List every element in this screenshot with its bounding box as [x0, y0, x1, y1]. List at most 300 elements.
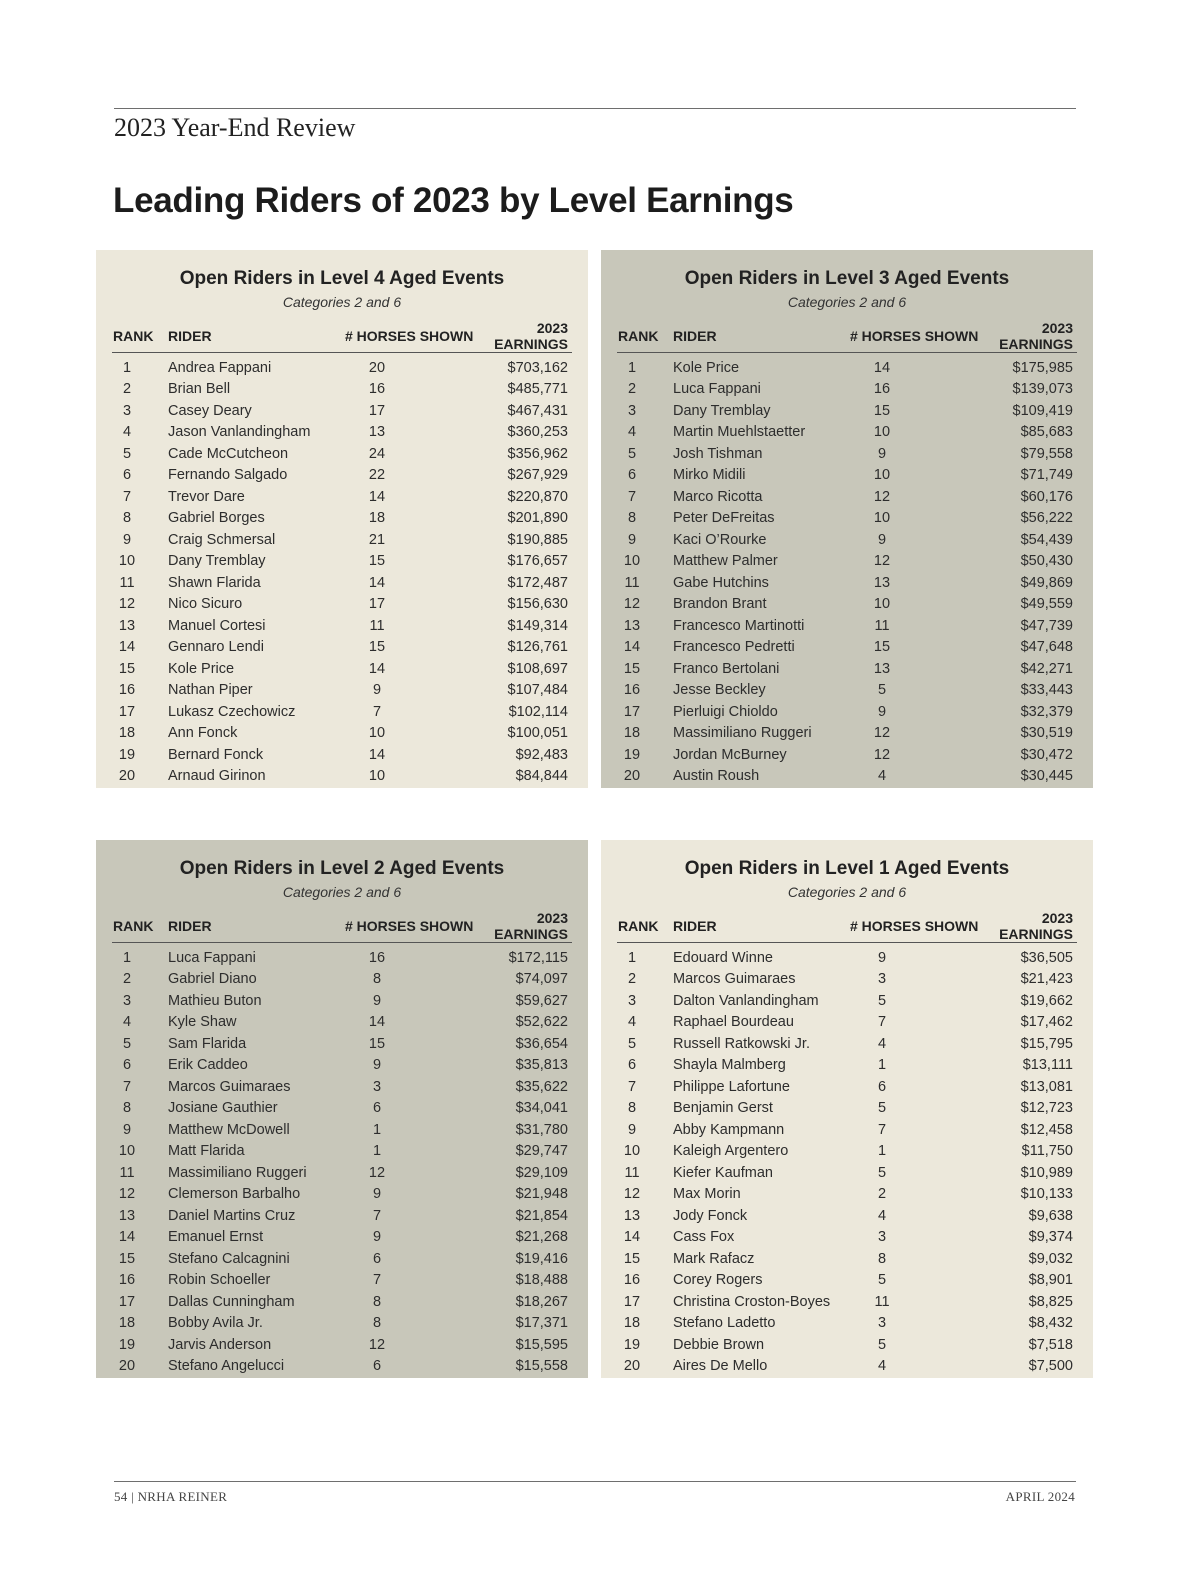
earnings-cell: $29,109: [515, 1164, 568, 1181]
earnings-cell: $49,559: [1020, 596, 1073, 613]
rank-cell: 1: [122, 949, 132, 966]
riders-table: [112, 910, 572, 1377]
rank-cell: 4: [122, 1014, 132, 1031]
rider-cell: Shayla Malmberg: [673, 1057, 786, 1074]
horses-cell: 11: [874, 617, 890, 634]
horses-cell: 5: [877, 1336, 887, 1353]
rank-cell: 10: [118, 1143, 136, 1160]
earnings-cell: $19,662: [1020, 992, 1073, 1009]
table-row: [617, 1012, 1077, 1034]
rank-cell: 16: [118, 682, 136, 699]
rider-cell: Matt Flarida: [168, 1143, 245, 1160]
earnings-cell: $172,487: [507, 574, 568, 591]
earnings-cell: $85,683: [1020, 424, 1073, 441]
earnings-cell: $30,519: [1020, 725, 1073, 742]
rider-cell: Luca Fappani: [673, 381, 761, 398]
horses-cell: 8: [372, 1315, 382, 1332]
table-row: [617, 680, 1077, 702]
horses-cell: 8: [372, 1293, 382, 1310]
rider-cell: Bobby Avila Jr.: [168, 1315, 263, 1332]
rank-cell: 19: [623, 746, 641, 763]
footer-page-publication: 54 | NRHA REINER: [114, 1489, 228, 1504]
rider-cell: Arnaud Girinon: [168, 768, 266, 785]
table-row: [617, 969, 1077, 991]
rider-cell: Franco Bertolani: [673, 660, 780, 677]
rank-cell: 3: [122, 402, 132, 419]
table-row: [112, 465, 572, 487]
horses-cell: 9: [372, 1057, 382, 1074]
rider-cell: Lukasz Czechowicz: [168, 703, 296, 720]
riders-table: [617, 910, 1077, 1377]
rank-cell: 13: [623, 1207, 641, 1224]
horses-cell: 12: [368, 1164, 386, 1181]
horses-cell: 13: [368, 424, 386, 441]
rider-cell: Shawn Flarida: [168, 574, 261, 591]
table-row: [112, 1334, 572, 1356]
horses-cell: 24: [368, 445, 386, 462]
rider-cell: Matthew McDowell: [168, 1121, 290, 1138]
horses-cell: 14: [368, 746, 386, 763]
horses-cell: 16: [368, 949, 386, 966]
table-row: [112, 766, 572, 788]
rank-cell: 4: [122, 424, 132, 441]
earnings-cell: $190,885: [507, 531, 568, 548]
rider-cell: Corey Rogers: [673, 1272, 763, 1289]
rider-cell: Dany Tremblay: [168, 553, 266, 570]
rider-cell: Casey Deary: [168, 402, 252, 419]
horses-cell: 4: [877, 768, 887, 785]
rank-cell: 12: [118, 1186, 136, 1203]
horses-cell: 1: [372, 1121, 382, 1138]
riders-table: [112, 320, 572, 787]
table-row: [112, 422, 572, 444]
rank-cell: 3: [627, 402, 637, 419]
table-row: [617, 1205, 1077, 1227]
horses-cell: 10: [368, 725, 386, 742]
horses-cell: 4: [877, 1207, 887, 1224]
rider-cell: Stefano Angelucci: [168, 1358, 285, 1375]
rank-cell: 17: [623, 703, 641, 720]
rider-cell: Max Morin: [673, 1186, 741, 1203]
column-header-horses: # HORSES SHOWN: [344, 910, 480, 943]
rider-cell: Trevor Dare: [168, 488, 245, 505]
table-row: [617, 615, 1077, 637]
table-row: [112, 1033, 572, 1055]
horses-cell: 5: [877, 1100, 887, 1117]
earnings-cell: $74,097: [515, 971, 568, 988]
table-row: [617, 443, 1077, 465]
horses-cell: 11: [874, 1293, 890, 1310]
earnings-cell: $703,162: [507, 359, 568, 376]
rider-cell: Matthew Palmer: [673, 553, 778, 570]
rank-cell: 4: [627, 424, 637, 441]
horses-cell: 5: [877, 1272, 887, 1289]
horses-cell: 15: [368, 1035, 386, 1052]
rank-cell: 11: [119, 1164, 135, 1181]
horses-cell: 4: [877, 1035, 887, 1052]
earnings-cell: $21,268: [515, 1229, 568, 1246]
table-row: [112, 551, 572, 573]
earnings-cell: $36,505: [1020, 949, 1073, 966]
earnings-cell: $100,051: [507, 725, 568, 742]
column-header-earnings: 2023 EARNINGS: [480, 320, 572, 353]
rank-cell: 5: [627, 1035, 637, 1052]
horses-cell: 9: [877, 445, 887, 462]
horses-cell: 15: [368, 553, 386, 570]
table-row: [112, 723, 572, 745]
earnings-cell: $19,416: [515, 1250, 568, 1267]
table-row: [112, 529, 572, 551]
rank-cell: 14: [623, 639, 641, 656]
rank-cell: 15: [118, 1250, 136, 1267]
rank-cell: 5: [122, 445, 132, 462]
horses-cell: 9: [372, 1186, 382, 1203]
rider-cell: Christina Croston-Boyes: [673, 1293, 831, 1310]
rider-cell: Gabe Hutchins: [673, 574, 769, 591]
table-header-row: [617, 320, 1077, 353]
earnings-cell: $7,518: [1028, 1336, 1073, 1353]
earnings-cell: $49,869: [1020, 574, 1073, 591]
horses-cell: 5: [877, 1164, 887, 1181]
rider-cell: Clemerson Barbalho: [168, 1186, 301, 1203]
riders-table: [617, 320, 1077, 787]
horses-cell: 16: [368, 381, 386, 398]
panel-level-4: [96, 250, 588, 788]
horses-cell: 17: [368, 402, 386, 419]
rider-cell: Brian Bell: [168, 381, 231, 398]
rider-cell: Edouard Winne: [673, 949, 773, 966]
earnings-cell: $92,483: [515, 746, 568, 763]
horses-cell: 2: [877, 1186, 887, 1203]
column-header-rank: RANK: [617, 320, 673, 353]
horses-cell: 14: [873, 359, 891, 376]
earnings-cell: $21,948: [515, 1186, 568, 1203]
table-row: [617, 658, 1077, 680]
earnings-cell: $18,488: [515, 1272, 568, 1289]
table-row: [112, 1055, 572, 1077]
rider-cell: Jason Vanlandingham: [168, 424, 311, 441]
earnings-cell: $156,630: [507, 596, 568, 613]
rank-cell: 9: [122, 531, 132, 548]
rank-cell: 2: [627, 381, 637, 398]
rank-cell: 11: [624, 574, 640, 591]
horses-cell: 15: [368, 639, 386, 656]
earnings-cell: $7,500: [1028, 1358, 1073, 1375]
table-row: [112, 1248, 572, 1270]
rank-cell: 8: [627, 510, 637, 527]
footer-issue-date: APRIL 2024: [1005, 1489, 1075, 1504]
table-row: [617, 1141, 1077, 1163]
earnings-cell: $13,081: [1020, 1078, 1073, 1095]
horses-cell: 1: [877, 1057, 887, 1074]
rider-cell: Kiefer Kaufman: [673, 1164, 773, 1181]
rider-cell: Pierluigi Chioldo: [673, 703, 778, 720]
rider-cell: Mathieu Buton: [168, 992, 262, 1009]
table-row: [617, 1227, 1077, 1249]
earnings-cell: $30,472: [1020, 746, 1073, 763]
rider-cell: Emanuel Ernst: [168, 1229, 264, 1246]
rank-cell: 10: [118, 553, 136, 570]
earnings-cell: $10,989: [1020, 1164, 1073, 1181]
panel-level-1: [601, 840, 1093, 1378]
rider-cell: Fernando Salgado: [168, 467, 288, 484]
table-row: [112, 615, 572, 637]
rider-cell: Martin Muehlstaetter: [673, 424, 806, 441]
rider-cell: Marcos Guimaraes: [673, 971, 796, 988]
table-row: [617, 637, 1077, 659]
earnings-cell: $21,854: [515, 1207, 568, 1224]
earnings-cell: $220,870: [507, 488, 568, 505]
horses-cell: 14: [368, 488, 386, 505]
rank-cell: 12: [623, 1186, 641, 1203]
bottom-rule: [114, 1481, 1076, 1482]
horses-cell: 7: [877, 1121, 887, 1138]
table-row: [112, 443, 572, 465]
rank-cell: 2: [122, 381, 132, 398]
horses-cell: 11: [369, 617, 385, 634]
horses-cell: 12: [873, 488, 891, 505]
earnings-cell: $126,761: [507, 639, 568, 656]
horses-cell: 6: [877, 1078, 887, 1095]
horses-cell: 13: [873, 574, 891, 591]
table-row: [617, 353, 1077, 379]
horses-cell: 13: [873, 660, 891, 677]
horses-cell: 10: [873, 510, 891, 527]
horses-cell: 9: [877, 531, 887, 548]
table-row: [112, 637, 572, 659]
table-row: [112, 1119, 572, 1141]
rank-cell: 20: [623, 768, 641, 785]
horses-cell: 9: [372, 682, 382, 699]
table-row: [112, 744, 572, 766]
column-header-earnings: 2023 EARNINGS: [985, 320, 1077, 353]
earnings-cell: $467,431: [507, 402, 568, 419]
horses-cell: 3: [877, 971, 887, 988]
rider-cell: Sam Flarida: [168, 1035, 247, 1052]
table-row: [112, 1313, 572, 1335]
horses-cell: 8: [877, 1250, 887, 1267]
rank-cell: 18: [623, 1315, 641, 1332]
rank-cell: 14: [623, 1229, 641, 1246]
horses-cell: 12: [873, 746, 891, 763]
earnings-cell: $9,032: [1028, 1250, 1073, 1267]
table-row: [112, 658, 572, 680]
earnings-cell: $54,439: [1020, 531, 1073, 548]
table-row: [617, 551, 1077, 573]
rank-cell: 20: [623, 1358, 641, 1375]
table-row: [112, 1162, 572, 1184]
earnings-cell: $12,723: [1020, 1100, 1073, 1117]
rank-cell: 3: [122, 992, 132, 1009]
rider-cell: Nathan Piper: [168, 682, 253, 699]
horses-cell: 14: [368, 660, 386, 677]
earnings-cell: $175,985: [1012, 359, 1073, 376]
rider-cell: Jesse Beckley: [673, 682, 766, 699]
column-header-rider: RIDER: [673, 320, 849, 353]
column-header-rider: RIDER: [673, 910, 849, 943]
horses-cell: 14: [368, 574, 386, 591]
panel-level-2: [96, 840, 588, 1378]
rank-cell: 15: [623, 1250, 641, 1267]
earnings-cell: $108,697: [507, 660, 568, 677]
table-row: [112, 508, 572, 530]
rank-cell: 9: [122, 1121, 132, 1138]
table-row: [617, 1055, 1077, 1077]
earnings-cell: $35,622: [515, 1078, 568, 1095]
panel-subtitle: Categories 2 and 6: [282, 884, 402, 900]
earnings-cell: $47,648: [1020, 639, 1073, 656]
rank-cell: 6: [627, 467, 637, 484]
rank-cell: 14: [118, 1229, 136, 1246]
table-row: [617, 723, 1077, 745]
earnings-cell: $13,111: [1022, 1057, 1073, 1074]
horses-cell: 4: [877, 1358, 887, 1375]
panel-subtitle: Categories 2 and 6: [787, 294, 907, 310]
rider-cell: Daniel Martins Cruz: [168, 1207, 296, 1224]
horses-cell: 7: [877, 1014, 887, 1031]
top-rule: [114, 108, 1076, 109]
table-row: [617, 529, 1077, 551]
rank-cell: 19: [118, 746, 136, 763]
rank-cell: 17: [118, 1293, 136, 1310]
rider-cell: Russell Ratkowski Jr.: [673, 1035, 810, 1052]
rank-cell: 11: [624, 1164, 640, 1181]
rider-cell: Kyle Shaw: [168, 1014, 237, 1031]
horses-cell: 12: [873, 553, 891, 570]
column-header-rank: RANK: [112, 910, 168, 943]
page-title: Leading Riders of 2023 by Level Earnings: [113, 181, 794, 220]
horses-cell: 6: [372, 1358, 382, 1375]
table-row: [112, 400, 572, 422]
horses-cell: 18: [368, 510, 386, 527]
rider-cell: Massimiliano Ruggeri: [168, 1164, 307, 1181]
horses-cell: 1: [877, 1143, 887, 1160]
horses-cell: 6: [372, 1250, 382, 1267]
earnings-cell: $31,780: [515, 1121, 568, 1138]
rider-cell: Mark Rafacz: [673, 1250, 755, 1267]
rider-cell: Ann Fonck: [168, 725, 238, 742]
rider-cell: Josiane Gauthier: [168, 1100, 278, 1117]
earnings-cell: $15,795: [1020, 1035, 1073, 1052]
earnings-cell: $50,430: [1020, 553, 1073, 570]
earnings-cell: $11,750: [1021, 1143, 1073, 1160]
rank-cell: 13: [118, 1207, 136, 1224]
rank-cell: 13: [623, 617, 641, 634]
rider-cell: Raphael Bourdeau: [673, 1014, 794, 1031]
table-row: [617, 379, 1077, 401]
earnings-cell: $15,595: [515, 1336, 568, 1353]
rider-cell: Francesco Pedretti: [673, 639, 795, 656]
rider-cell: Massimiliano Ruggeri: [673, 725, 812, 742]
rank-cell: 7: [627, 1078, 637, 1095]
table-row: [617, 943, 1077, 969]
earnings-cell: $59,627: [515, 992, 568, 1009]
rank-cell: 16: [118, 1272, 136, 1289]
earnings-cell: $139,073: [1012, 381, 1073, 398]
horses-cell: 12: [873, 725, 891, 742]
rider-cell: Stefano Ladetto: [673, 1315, 776, 1332]
earnings-cell: $102,114: [508, 703, 568, 720]
earnings-cell: $109,419: [1012, 402, 1073, 419]
horses-cell: 20: [368, 359, 386, 376]
rider-cell: Austin Roush: [673, 768, 760, 785]
table-row: [112, 701, 572, 723]
earnings-cell: $21,423: [1020, 971, 1073, 988]
table-row: [112, 594, 572, 616]
horses-cell: 9: [877, 703, 887, 720]
rider-cell: Benjamin Gerst: [673, 1100, 773, 1117]
earnings-cell: $30,445: [1020, 768, 1073, 785]
rank-cell: 7: [627, 488, 637, 505]
column-header-rider: RIDER: [168, 910, 344, 943]
rider-cell: Josh Tishman: [673, 445, 763, 462]
earnings-cell: $71,749: [1020, 467, 1073, 484]
rider-cell: Nico Sicuro: [168, 596, 243, 613]
rider-cell: Luca Fappani: [168, 949, 256, 966]
table-row: [617, 766, 1077, 788]
earnings-cell: $9,638: [1028, 1207, 1073, 1224]
earnings-cell: $149,314: [507, 617, 568, 634]
rider-cell: Aires De Mello: [673, 1358, 768, 1375]
earnings-cell: $172,115: [508, 949, 568, 966]
rank-cell: 18: [118, 1315, 136, 1332]
rank-cell: 17: [623, 1293, 641, 1310]
horses-cell: 10: [368, 768, 386, 785]
table-row: [112, 990, 572, 1012]
earnings-cell: $84,844: [515, 768, 568, 785]
horses-cell: 9: [372, 1229, 382, 1246]
horses-cell: 6: [372, 1100, 382, 1117]
rank-cell: 6: [122, 1057, 132, 1074]
horses-cell: 7: [372, 703, 382, 720]
rank-cell: 18: [623, 725, 641, 742]
rank-cell: 6: [122, 467, 132, 484]
table-row: [617, 508, 1077, 530]
rank-cell: 6: [627, 1057, 637, 1074]
earnings-cell: $17,371: [515, 1315, 568, 1332]
horses-cell: 10: [873, 424, 891, 441]
rank-cell: 19: [623, 1336, 641, 1353]
table-row: [112, 1270, 572, 1292]
rank-cell: 9: [627, 1121, 637, 1138]
table-row: [112, 969, 572, 991]
earnings-cell: $267,929: [507, 467, 568, 484]
earnings-cell: $485,771: [507, 381, 568, 398]
rank-cell: 12: [623, 596, 641, 613]
rider-cell: Gabriel Borges: [168, 510, 265, 527]
rider-cell: Brandon Brant: [673, 596, 767, 613]
table-row: [617, 1291, 1077, 1313]
horses-cell: 5: [877, 992, 887, 1009]
earnings-cell: $8,825: [1028, 1293, 1073, 1310]
rank-cell: 5: [122, 1035, 132, 1052]
rank-cell: 10: [623, 553, 641, 570]
rider-cell: Kaleigh Argentero: [673, 1143, 789, 1160]
panel-level-3: [601, 250, 1093, 788]
earnings-cell: $52,622: [515, 1014, 568, 1031]
table-row: [112, 1098, 572, 1120]
table-row: [617, 1334, 1077, 1356]
rank-cell: 11: [119, 574, 135, 591]
table-row: [617, 1033, 1077, 1055]
column-header-earnings: 2023 EARNINGS: [480, 910, 572, 943]
table-row: [617, 594, 1077, 616]
earnings-cell: $201,890: [507, 510, 568, 527]
rider-cell: Marco Ricotta: [673, 488, 763, 505]
earnings-cell: $10,133: [1020, 1186, 1073, 1203]
rider-cell: Erik Caddeo: [168, 1057, 248, 1074]
table-row: [617, 1098, 1077, 1120]
